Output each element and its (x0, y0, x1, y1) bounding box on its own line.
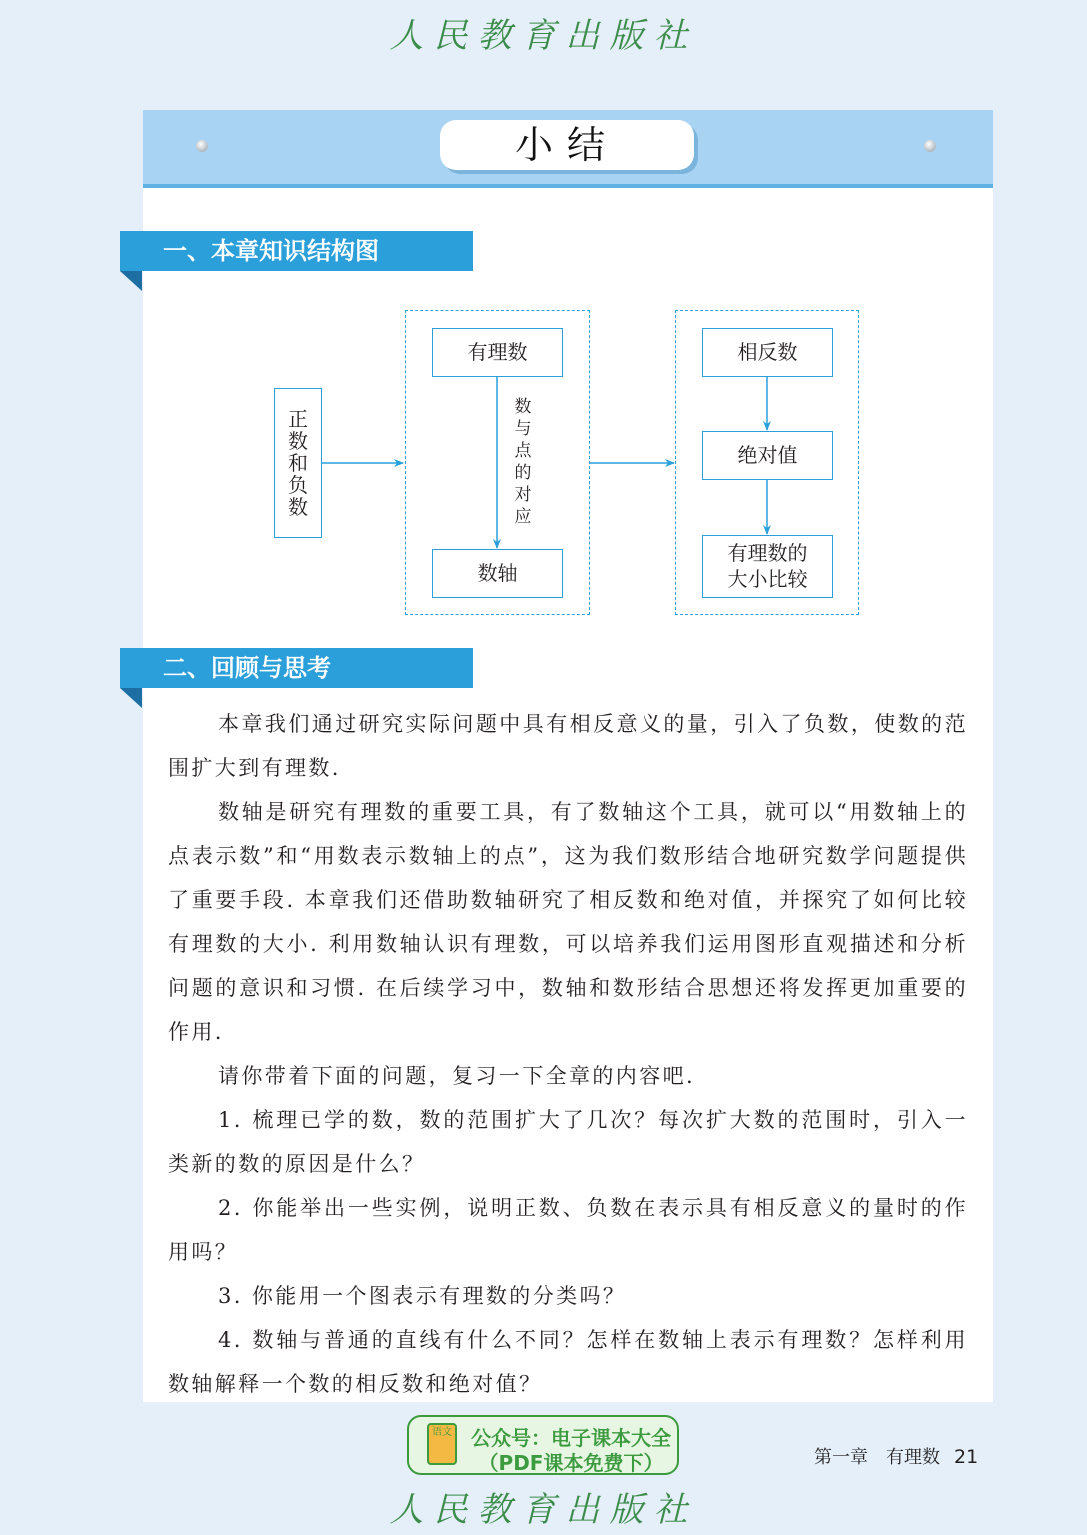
book-icon: 语文 (427, 1423, 457, 1465)
badge-line-1: 公众号：电子课本大全 (471, 1426, 671, 1450)
box-label: 大小比较 (727, 567, 808, 591)
review-text (168, 702, 968, 1406)
badge-line-2: （PDF课本免费下） (478, 1451, 664, 1475)
paragraph: 数轴是研究有理数的重要工具，有了数轴这个工具，就可以“用数轴上的点表示数”和“用数表示数轴上的点”，这为我们数形结合地研究数学问题提供了重要手段. 本章我们还借助数轴研究了相反数和绝对值，并探究了如何比较有理数的大小. 利用数轴认识有理数，可以培养我们运用图形直观描述和分析问题的意识和习惯. 在后续学习中，数轴和数形结合思想还将发挥更加重要的作用. (168, 800, 968, 1044)
paragraph: 本章我们通过研究实际问题中具有相反意义的量，引入了负数，使数的范围扩大到有理数. (168, 712, 968, 780)
box-positive-negative (274, 388, 322, 538)
box-rational: 有理数 (432, 328, 563, 377)
box-opposite-number: 相反数 (702, 328, 833, 377)
section-heading-review: 二、回顾与思考 (120, 648, 473, 688)
page-footer (814, 1443, 978, 1469)
box-label: 有理数的 (727, 541, 808, 565)
publisher-logo-bottom: 人民教育出版社 (389, 1490, 698, 1530)
question-item: 1. 梳理已学的数，数的范围扩大了几次？每次扩大数的范围时，引入一类新的数的原因是什么？ (168, 1108, 968, 1176)
label-number-point-correspondence: 数与点的对应 (514, 397, 532, 527)
publisher-logo-top: 人民教育出版社 (389, 16, 698, 56)
paragraph: 请你带着下面的问题，复习一下全章的内容吧. (218, 1064, 696, 1088)
watermark-badge (407, 1415, 679, 1475)
page-number: 21 (954, 1446, 979, 1468)
box-absolute-value: 绝对值 (702, 431, 833, 480)
question-item: 2. 你能举出一些实例，说明正数、负数在表示具有相反意义的量时的作用吗？ (168, 1196, 968, 1264)
chapter-label: 第一章 有理数 (814, 1447, 940, 1468)
box-label: 正数和负数 (288, 407, 308, 519)
page-title: 小结 (440, 120, 694, 170)
question-item: 4. 数轴与普通的直线有什么不同？怎样在数轴上表示有理数？怎样利用数轴解释一个数的相反数和绝对值？ (168, 1328, 968, 1396)
box-compare-rational (702, 535, 833, 598)
section-heading-structure: 一、本章知识结构图 (120, 231, 473, 271)
box-number-axis: 数轴 (432, 549, 563, 598)
question-item: 3. 你能用一个图表示有理数的分类吗？ (218, 1284, 627, 1308)
